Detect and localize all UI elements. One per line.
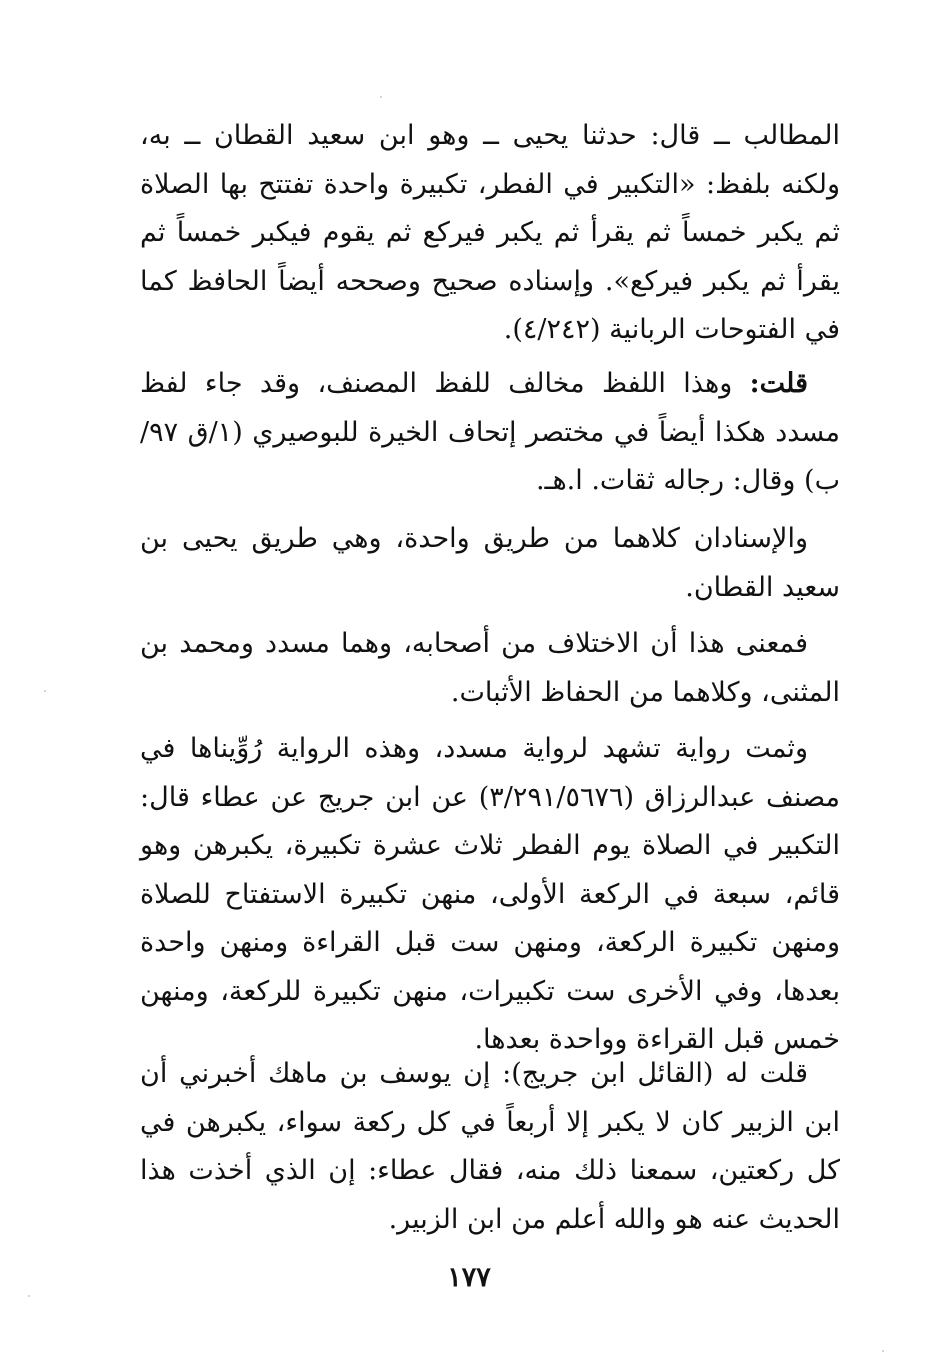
paragraph-2 [140, 360, 840, 510]
paragraph-5 [140, 725, 840, 1055]
paragraph-2-lead: قلت: [749, 368, 808, 399]
scan-speck [44, 690, 46, 692]
scan-speck [882, 1350, 884, 1352]
paragraph-3 [140, 515, 840, 615]
paragraph-1-text: المطالب ــ قال: حدثنا يحيى ــ وهو ابن سعيد القطان ــ به، ولكنه بلفظ: «التكبير في الفطر، تكبيرة واحدة تفتتح بها الصلاة ثم يكبر خمساً ثم يقرأ ثم يكبر فيركع ثم يقوم فيكبر خمساً ثم يقرأ ثم يكبر فيركع». وإسناده صحيح وصححه أيضاً الحافظ كما في الفتوحات الربانية (٤/٢٤٢). [140, 120, 840, 345]
page-number: ١٧٧ [447, 1262, 491, 1293]
paragraph-4-text: فمعنى هذا أن الاختلاف من أصحابه، وهما مسدد ومحمد بن المثنى، وكلاهما من الحفاظ الأثبات. [140, 628, 840, 708]
paragraph-6-text: قلت له (القائل ابن جريج): إن يوسف بن ماهك أخبرني أن ابن الزبير كان لا يكبر إلا أربعاً في كل ركعة سواء، يكبرهن في كل ركعتين، سمعنا ذلك منه، فقال عطاء: إن الذي أخذت هذا الحديث عنه هو والله أعلم من ابن الزبير. [140, 1058, 840, 1235]
paragraph-6 [140, 1050, 840, 1240]
paragraph-5-text: وثمت رواية تشهد لرواية مسدد، وهذه الرواية رُوِّيناها في مصنف عبدالرزاق (٣/٢٩١/٥٦٧٦) عن ابن جريج عن عطاء قال: التكبير في الصلاة يوم الفطر ثلاث عشرة تكبيرة، يكبرهن وهو قائم، سبعة في الركعة الأولى، منهن تكبيرة الاستفتاح للصلاة ومنهن تكبيرة الركعة، ومنهن ست قبل القراءة ومنهن واحدة بعدها، وفي الأخرى ست تكبيرات، منهن تكبيرة للركعة، ومنهن خمس قبل القراءة وواحدة بعدها. [140, 733, 840, 1055]
paragraph-1 [140, 112, 840, 362]
scan-speck [380, 96, 382, 98]
paragraph-2-text: وهذا اللفظ مخالف للفظ المصنف، وقد جاء لفظ مسدد هكذا أيضاً في مختصر إتحاف الخيرة للبوصيري (١/ق ٩٧/ب) وقال: رجاله ثقات. ا.هـ. [140, 368, 840, 496]
paragraph-3-text: والإسنادان كلاهما من طريق واحدة، وهي طريق يحيى بن سعيد القطان. [140, 523, 840, 603]
scan-speck [28, 1295, 30, 1297]
paragraph-4 [140, 620, 840, 720]
